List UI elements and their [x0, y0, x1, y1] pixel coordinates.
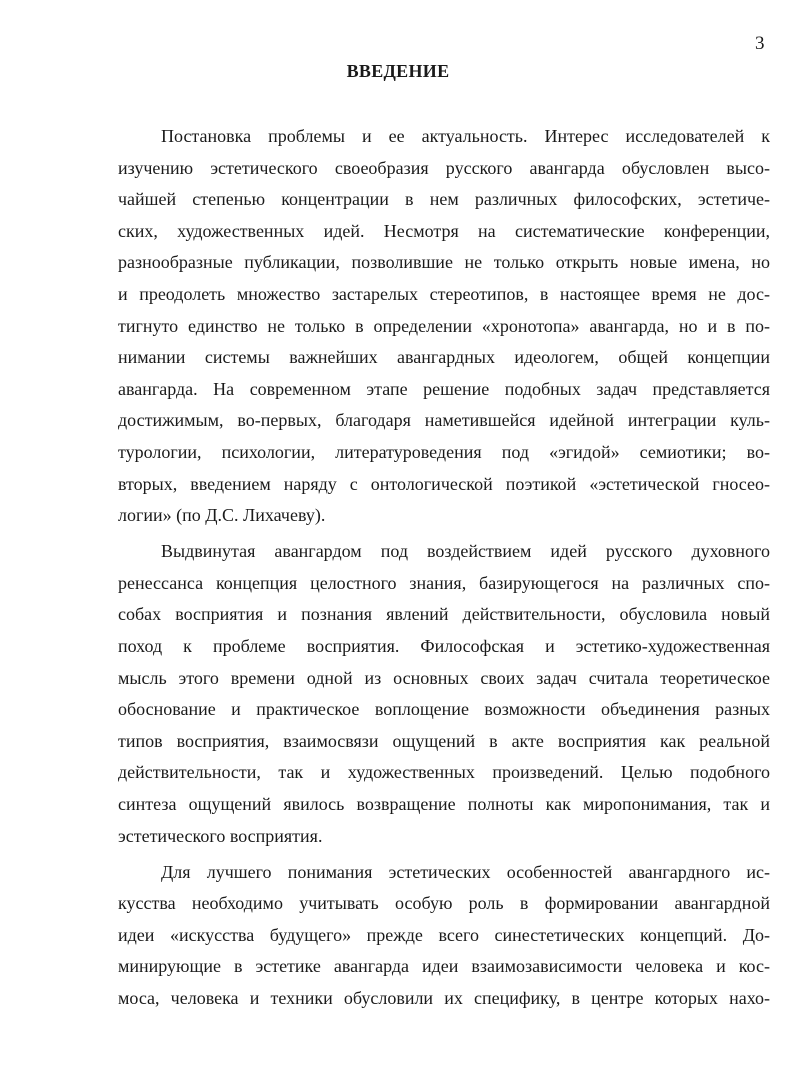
text-line: Выдвинутая авангардом под воздействием идей русского духовного — [161, 541, 770, 562]
text-line: чайшей степенью концентрации в нем различных философских, эстетиче- — [118, 189, 770, 210]
text-line: вторых, введением наряду с онтологической поэтикой «эстетической гносео- — [118, 473, 770, 494]
text-line: типов восприятия, взаимосвязи ощущений в акте восприятия как реальной — [118, 730, 770, 751]
text-line: действительности, так и художественных произведений. Целью подобного — [118, 762, 770, 783]
text-line: ренессанса концепция целостного знания, базирующегося на различных спо- — [118, 572, 770, 593]
document-body — [118, 121, 770, 1019]
text-line: ских, художественных идей. Несмотря на систематические конференции, — [118, 220, 770, 241]
text-line: турологии, психологии, литературоведения под «эгидой» семиотики; во- — [118, 441, 770, 462]
text-line: нимании системы важнейших авангардных идеологем, общей концепции — [118, 347, 770, 368]
text-line: поход к проблеме восприятия. Философская и эстетико-художественная — [118, 636, 770, 656]
page-number: 3 — [755, 33, 765, 54]
text-line: собах восприятия и познания явлений действительности, обусловила новый — [118, 604, 770, 625]
text-line: моса, человека и техники обусловили их специфику, в центре которых нахо- — [118, 988, 770, 1009]
text-line: тигнуто единство не только в определении «хронотопа» авангарда, но и в по- — [118, 315, 770, 336]
text-line: синтеза ощущений явилось возвращение полноты как миропонимания, так и — [118, 793, 770, 814]
text-line: кусства необходимо учитывать особую роль в формировании авангардной — [118, 893, 770, 914]
text-line: и преодолеть множество застарелых стереотипов, в настоящее время не дос- — [118, 283, 770, 304]
text-line: разнообразные публикации, позволившие не только открыть новые имена, но — [118, 252, 770, 273]
text-line: авангарда. На современном этапе решение подобных задач представляется — [118, 378, 770, 399]
text-line: обоснование и практическое воплощение возможности объединения разных — [118, 699, 770, 720]
text-line: мысль этого времени одной из основных своих задач считала теоретическое — [118, 667, 770, 688]
page-title: ВВЕДЕНИЕ — [346, 61, 450, 81]
paragraph — [118, 121, 770, 532]
text-line: логии» (по Д.С. Лихачеву). — [118, 505, 326, 526]
text-line: минирующие в эстетике авангарда идеи взаимозависимости человека и кос- — [118, 956, 770, 977]
text-line: Постановка проблемы и ее актуальность. Интерес исследователей к — [161, 126, 770, 146]
text-line: Для лучшего понимания эстетических особенностей авангардного ис- — [161, 861, 770, 882]
paragraph — [118, 857, 770, 1015]
text-line: достижимым, во-первых, благодаря наметившейся идейной интеграции куль- — [118, 410, 770, 431]
text-line: идеи «искусства будущего» прежде всего синестетических концепций. До- — [118, 924, 770, 945]
text-line: эстетического восприятия. — [118, 825, 323, 846]
text-line: изучению эстетического своеобразия русского авангарда обусловлен высо- — [118, 157, 770, 178]
paragraph — [118, 536, 770, 852]
